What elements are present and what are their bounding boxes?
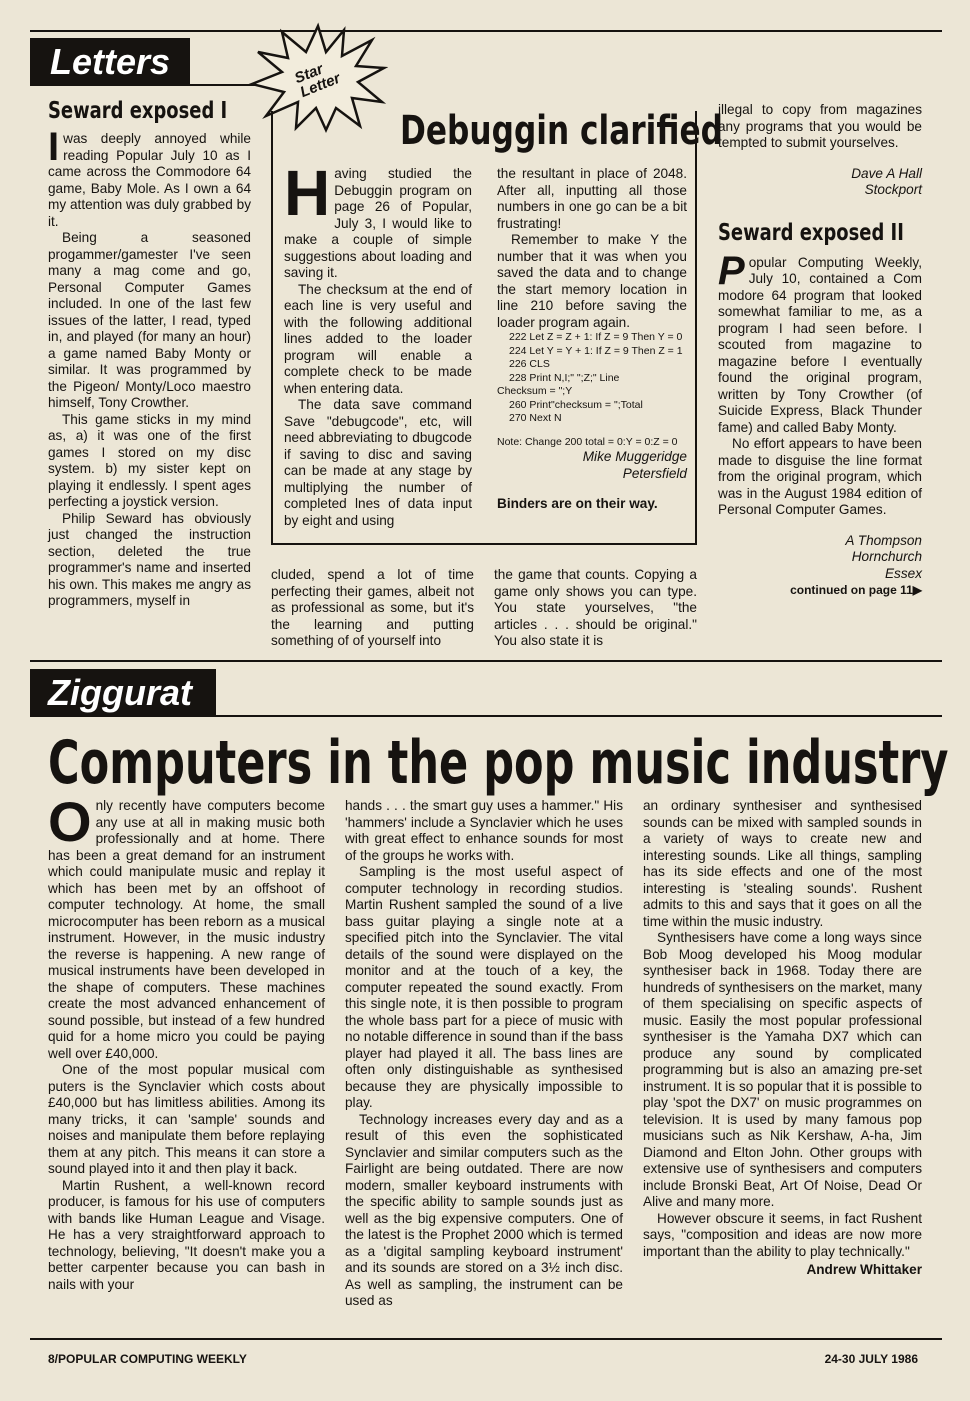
ziggurat-rule <box>216 715 942 717</box>
letter-continuation-1 <box>271 567 474 650</box>
continued-on-page: continued on page 11▶ <box>790 583 922 597</box>
signature-name: A Thompson <box>845 532 922 548</box>
continuation-text: the game that counts. Copying a game only shows you can type. You state yourselves, "the articles . . . should be original." You also state it is <box>494 567 697 648</box>
seward1-para-1: was deeply annoyed while reading Popular July 10 as I came across the Commodore 64 game, Baby Mole. As I own a 64 my attention was duly grabbed by it. <box>48 131 251 229</box>
star-letter-text: Star Letter <box>292 60 343 102</box>
ziggurat-headline: Computers in the pop music industry <box>48 728 949 798</box>
debuggin-note: Note: Change 200 total = 0:Y = 0:Z = 0 <box>497 435 678 448</box>
code-line: 260 Print"checksum = ";Total <box>509 398 643 411</box>
ziggurat-section-label: Ziggurat <box>30 669 216 717</box>
ziggurat-para-4: hands . . . the smart guy uses a hammer." His 'hammers' include a Synclavier which he uses with great effect to enhance sounds for most of the groups he works with. <box>345 798 623 863</box>
signature-name: Dave A Hall <box>851 165 922 181</box>
code-line: Checksum = ";Y <box>497 385 573 397</box>
ziggurat-para-7: an ordinary synthesiser and synthesised sounds can be mixed with sampled sounds in a variety of ways to create new and interesting sounds. Like all things, sampling has its side effects and one of the most interesting is 'stealing sounds'. Rushent admits to this and says that it goes on all the time within the music industry. <box>643 798 922 929</box>
article-author: Andrew Whittaker <box>806 1262 922 1277</box>
seward1-para-2: Being a seasoned progammer/gamester I've seen many a mag come and go, Personal Computer Games included. In one of the last few issues of the latter, I read, typed in, and played (for many an hour) a game named Baby Monty or similar. It was programmed by the Pigeon/ Monty/Loco maestro himself, Tony Crowther. <box>48 230 251 410</box>
ziggurat-para-6: Technology increases every day and as a result of this even the sophisticated Synclavier and similar computers such as the Fairlight are being outdated. There are now modern, smaller keyboard instruments with the specific ability to sample sounds just as well as the big expensive computers. One of the latest is the Prophet 2000 which is termed as a 'digital sampling keyboard instrument' and its sounds are stored on a 3½ inch disc. As well as sampling, the instrument can be used as <box>345 1111 623 1308</box>
code-line: 224 Let Y = Y + 1: If Z = 9 Then Z = 1 <box>509 344 683 357</box>
dropcap: O <box>48 790 92 853</box>
seward2-heading: Seward exposed II <box>718 219 904 246</box>
seward1-heading: Seward exposed I <box>48 98 228 124</box>
seward2-para-1: opular Computing Weekly, July 10, contained a Com modore 64 program that looked somewhat familiar to me, as a program I had seen before. I scouted from magazine to magazine before I eventually found the original program, written by Tony Crowther (of Suicide Express, Black Thunder fame) and called Baby Monty. <box>718 254 922 435</box>
bottom-rule <box>30 1338 942 1340</box>
ziggurat-column-2 <box>345 798 623 1310</box>
signature-place: Stockport <box>864 182 922 197</box>
ziggurat-para-1: nly recently have computers become any use at all in making music both professionally and at home. There has been a great demand for an instrument which could manipulate music and replay it which has been met by an offshoot of computer technology. At home, the small microcomputer has been reborn as a musical instrument. However, in the music industry the reverse is happening. A new range of musical instruments have been developed in the shape of computers. These machines create the most advanced enhancement of sound possible, but instead of a few hundred quid for a home micro you could be paying well over £40,000. <box>48 798 325 1061</box>
debuggin-para-5: Remember to make Y the number that it was when you saved the data and to change the start memory location in line 210 before saving the loader program again. <box>497 232 687 330</box>
letter-continuation-2 <box>494 567 697 650</box>
ziggurat-column-1 <box>48 790 325 1293</box>
seward1-para-3: This game sticks in my mind as, a) it was one of the first games I stored on my disc system. b) my sister kept on playing it endlessly. I spent ages perfecting a joystick version. <box>48 411 251 509</box>
seward1-column <box>48 125 251 610</box>
signature-place: Petersfield <box>622 465 687 481</box>
debuggin-heading: Debuggin clarified <box>400 108 723 154</box>
seward2-para-2: No effort appears to have been made to disguise the line format from the original program, which was in the August 1984 edition of Personal Computer Games. <box>718 436 922 517</box>
code-line: 228 Print N,I;" ";Z;" Line <box>509 371 620 384</box>
code-line: 222 Let Z = Z + 1: If Z = 9 Then Y = 0 <box>509 331 683 343</box>
ziggurat-para-3: Martin Rushent, a well-known record producer, is famous for his use of computers with bands like Human League and Visage. He has a very straightforward approach to technology, believing, "It doesn't make you a better carpenter because you can bash in nails with your <box>48 1177 325 1292</box>
right-letters-column <box>718 102 922 599</box>
dropcap: I <box>48 125 60 169</box>
dropcap: H <box>284 157 331 229</box>
code-line: 270 Next N <box>509 412 562 424</box>
section-divider <box>30 660 942 662</box>
ziggurat-para-2: One of the most popular musical com puters is the Synclavier which costs about £40,000 but has limitless abilities. Among its many tricks, it can 'sample' sounds and noises and manipulate them before replaying them at any pitch. This means it can store a sound played into it and then play it back. <box>48 1062 325 1176</box>
debuggin-column-1 <box>284 157 472 529</box>
signature-place: Hornchurch <box>851 549 922 564</box>
debuggin-para-2: The checksum at the end of each line is very useful and with the following additional lines added to the loader program will enable a complete check to be made when entering data. <box>284 281 472 396</box>
ziggurat-column-3 <box>643 798 922 1279</box>
continuation-text: cluded, spend a lot of time perfecting their games, albeit not as professional as some, but it's the learning and putting something of of yourself into <box>271 567 474 648</box>
ziggurat-para-9: However obscure it seems, in fact Rushent says, "composition and ideas are now more important than the ability to play technically." <box>643 1210 922 1259</box>
ziggurat-para-5: Sampling is the most useful aspect of computer technology in recording studios. Martin Rushent sampled the sound of a live bass guitar playing a single note at a specified pitch into the Synclavier. The vital details of the sound were displayed on the monitor and at the touch of a key, the computer repeated the sound exactly. From this single note, it is then possible to program the whole bass part for a piece of music with no notable difference in sound than if the bass player had played it all. The bass lines are often only distinguishable as synthesised because they are physically impossible to play. <box>345 864 623 1110</box>
ziggurat-para-8: Synthesisers have come a long ways since Bob Moog developed his Moog modular synthesiser back in 1968. Today there are hundreds of synthesisers on the market, many of them specialising on specific aspects of music. Easily the most popular professional synthesiser is the Yamaha DX7 which can produce any sound by complicated programming but is also an amazing pre-set instrument. It is so popular that it is possible to play 'spot the DX7' on music programmes on television. It is used by many famous pop musicians such as Nik Kershaw, A-ha, Jim Diamond and Elton John. Other groups with extensive use of synthesisers and computers include Bronski Beat, Art Of Noise, Dead Or Alive and many more. <box>643 930 922 1209</box>
debuggin-para-3: The data save command Save "debugcode", etc, will need abbreviating to dbugcode if saving to disc and saving can be made at any stage by multiplying the number of completed lnes of data input by eight and using <box>284 397 472 528</box>
right-intro: illegal to copy from magazines any programs that you would be tempted to submit yourselves. <box>718 102 922 150</box>
top-rule <box>30 30 942 32</box>
dropcap: P <box>718 248 745 293</box>
seward1-para-4: Philip Seward has obviously just changed the instruction section, deleted the true programmer's name and inserted his own. This makes me angry as programmers, myself in <box>48 510 251 608</box>
signature-name: Mike Muggeridge <box>582 449 687 464</box>
letters-section-label: Letters <box>30 38 190 86</box>
code-line: 226 CLS <box>509 358 550 370</box>
debuggin-column-2 <box>497 166 687 513</box>
binders-note: Binders are on their way. <box>497 496 658 511</box>
footer-date: 24-30 JULY 1986 <box>824 1352 918 1366</box>
signature-place: Essex <box>884 565 922 581</box>
debuggin-para-4: the resultant in place of 2048. After all, inputting all those numbers in one go can be a bit frustrating! <box>497 166 687 231</box>
debuggin-para-1: aving studied the Debuggin program on page 26 of Popular, July 3, I would like to make a couple of simple suggestions about loading and saving it. <box>284 166 472 280</box>
footer-publication: 8/POPULAR COMPUTING WEEKLY <box>48 1352 247 1366</box>
